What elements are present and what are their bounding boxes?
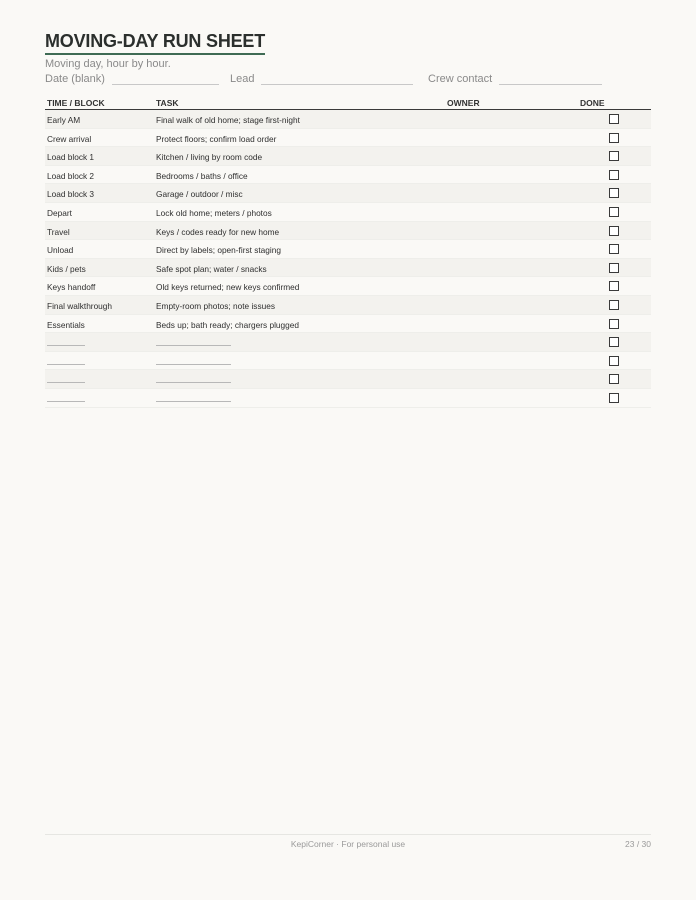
time-block-cell: Unload xyxy=(47,245,74,256)
done-checkbox[interactable] xyxy=(609,114,619,124)
lead-field[interactable] xyxy=(230,73,413,85)
column-header-task: TASK xyxy=(156,98,179,108)
table-header xyxy=(45,96,651,110)
time-block-cell: Load block 1 xyxy=(47,152,95,163)
done-checkbox[interactable] xyxy=(609,244,619,254)
lead-input-line[interactable] xyxy=(261,74,413,85)
crew-contact-label: Crew contact xyxy=(428,73,493,85)
time-block-cell: Kids / pets xyxy=(47,263,86,274)
page-title: MOVING-DAY RUN SHEET xyxy=(45,31,265,55)
column-header-time: TIME / BLOCK xyxy=(47,98,105,108)
task-cell: Lock old home; meters / photos xyxy=(156,207,272,218)
done-checkbox[interactable] xyxy=(609,374,619,384)
blank-time-line[interactable] xyxy=(47,345,85,346)
done-checkbox[interactable] xyxy=(609,226,619,236)
lead-label: Lead xyxy=(230,73,255,85)
done-checkbox[interactable] xyxy=(609,337,619,347)
done-checkbox[interactable] xyxy=(609,300,619,310)
done-checkbox[interactable] xyxy=(609,319,619,329)
done-checkbox[interactable] xyxy=(609,393,619,403)
crew-contact-input-line[interactable] xyxy=(499,74,602,85)
table-row xyxy=(45,259,651,278)
page-subtitle: Moving day, hour by hour. xyxy=(45,58,171,70)
table-row xyxy=(45,296,651,315)
done-checkbox[interactable] xyxy=(609,263,619,273)
blank-table-row xyxy=(45,389,651,408)
task-cell: Bedrooms / baths / office xyxy=(156,170,248,181)
task-cell: Garage / outdoor / misc xyxy=(156,189,243,200)
header-fields xyxy=(45,73,651,87)
time-block-cell: Load block 2 xyxy=(47,170,95,181)
table-row xyxy=(45,129,651,148)
time-block-cell: Crew arrival xyxy=(47,133,92,144)
run-sheet-page xyxy=(45,0,651,900)
time-block-cell: Early AM xyxy=(47,115,81,125)
table-row xyxy=(45,222,651,241)
task-cell: Kitchen / living by room code xyxy=(156,152,263,163)
done-checkbox[interactable] xyxy=(609,170,619,180)
table-body xyxy=(45,110,651,408)
time-block-cell: Keys handoff xyxy=(47,282,96,293)
blank-task-line[interactable] xyxy=(156,345,231,346)
task-cell: Final walk of old home; stage first-night xyxy=(156,115,300,125)
done-checkbox[interactable] xyxy=(609,207,619,217)
table-row xyxy=(45,315,651,334)
done-checkbox[interactable] xyxy=(609,151,619,161)
blank-task-line[interactable] xyxy=(156,364,231,365)
table-row xyxy=(45,240,651,259)
blank-table-row xyxy=(45,370,651,389)
table-row xyxy=(45,110,651,129)
crew-contact-field[interactable] xyxy=(428,73,602,85)
date-input-line[interactable] xyxy=(112,74,219,85)
blank-time-line[interactable] xyxy=(47,401,85,402)
time-block-cell: Final walkthrough xyxy=(47,300,113,311)
column-header-done: DONE xyxy=(580,98,605,108)
blank-task-line[interactable] xyxy=(156,382,231,383)
table-row xyxy=(45,277,651,296)
column-header-owner: OWNER xyxy=(447,98,480,108)
time-block-cell: Load block 3 xyxy=(47,189,95,200)
task-cell: Empty-room photos; note issues xyxy=(156,300,275,311)
time-block-cell: Essentials xyxy=(47,319,85,330)
blank-table-row xyxy=(45,352,651,371)
blank-time-line[interactable] xyxy=(47,364,85,365)
task-cell: Direct by labels; open-first staging xyxy=(156,245,281,256)
footer-brand: KepiCorner · For personal use xyxy=(290,839,406,849)
task-cell: Keys / codes ready for new home xyxy=(156,226,280,237)
run-sheet-table xyxy=(45,96,651,408)
footer-divider xyxy=(45,834,651,835)
task-cell: Beds up; bath ready; chargers plugged xyxy=(156,319,299,330)
table-row xyxy=(45,184,651,203)
table-row xyxy=(45,203,651,222)
time-block-cell: Depart xyxy=(47,207,72,218)
table-row xyxy=(45,147,651,166)
blank-task-line[interactable] xyxy=(156,401,231,402)
task-cell: Safe spot plan; water / snacks xyxy=(156,263,267,274)
done-checkbox[interactable] xyxy=(609,281,619,291)
blank-time-line[interactable] xyxy=(47,382,85,383)
date-field[interactable] xyxy=(45,73,219,85)
table-row xyxy=(45,166,651,185)
footer-page-number: 23 / 30 xyxy=(625,839,651,849)
done-checkbox[interactable] xyxy=(609,188,619,198)
time-block-cell: Travel xyxy=(47,226,70,237)
task-cell: Protect floors; confirm load order xyxy=(156,133,277,144)
date-label: Date (blank) xyxy=(45,73,105,85)
task-cell: Old keys returned; new keys confirmed xyxy=(156,282,300,293)
blank-table-row xyxy=(45,333,651,352)
done-checkbox[interactable] xyxy=(609,356,619,366)
done-checkbox[interactable] xyxy=(609,133,619,143)
